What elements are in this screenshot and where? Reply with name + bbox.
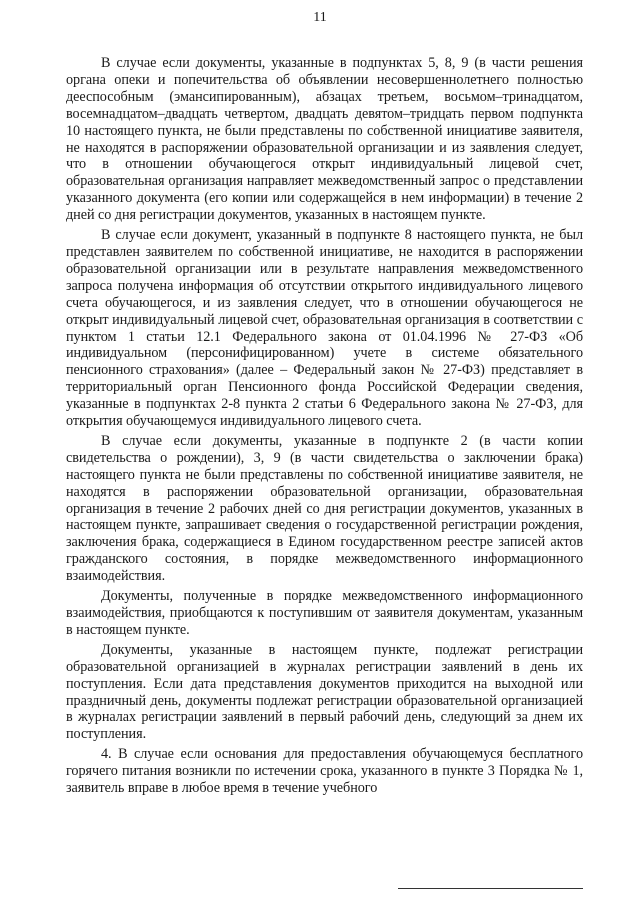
paragraph-6: 4. В случае если основания для предоставления обучающемуся бесплатного горячего питания возникли по истечении срока, указанного в пункте 3 Порядка № 1, заявитель вправе в любое время в течение учебного: [66, 746, 583, 797]
paragraph-2: В случае если документ, указанный в подпункте 8 настоящего пункта, не был представлен заявителем по собственной инициативе, не находится в распоряжении образовательной организации или в результате направления межведомственного запроса получена информация об отсутствии открытого индивидуального лицевого счета обучающегося, и из заявления следует, что в отношении обучающегося не открыт индивидуальный лицевой счет, образовательная организация в соответствии с пунктом 1 статьи 12.1 Федерального закона от 01.04.1996 № 27-ФЗ «Об индивидуальном (персонифицированном) учете в системе обязательного пенсионного страхования» (далее – Федеральный закон № 27-ФЗ) представляет в территориальный орган Пенсионного фонда Российской Федерации сведения, указанные в подпунктах 2-8 пункта 2 статьи 6 Федерального закона № 27-ФЗ, для открытия обучающемуся индивидуального лицевого счета.: [66, 227, 583, 430]
document-body: [66, 55, 583, 800]
paragraph-4: Документы, полученные в порядке межведомственного информационного взаимодействия, приобщаются к поступившим от заявителя документам, указанным в настоящем пункте.: [66, 588, 583, 638]
bottom-rule: [398, 888, 583, 889]
paragraph-3: В случае если документы, указанные в подпункте 2 (в части копии свидетельства о рождении), 3, 9 (в части свидетельства о заключении брака) настоящего пункта не были представлены по собственной инициативе заявителя, не находятся в распоряжении образовательной организации, образовательная организация в течение 2 рабочих дней со дня регистрации документов, указанных в настоящем пункте, запрашивает сведения о государственной регистрации рождения, заключения брака, содержащиеся в Едином государственном реестре записей актов гражданского состояния, в порядке межведомственного информационного взаимодействия.: [66, 432, 583, 585]
paragraph-5: Документы, указанные в настоящем пункте, подлежат регистрации образовательной организацией в журналах регистрации заявлений в день их поступления. Если дата представления документов приходится на выходной или праздничный день, документы подлежат регистрации образовательной организацией в журналах регистрации заявлений в первый рабочий день, следующий за днем их поступления.: [66, 641, 583, 743]
page-number: 11: [313, 10, 327, 25]
paragraph-1: В случае если документы, указанные в подпунктах 5, 8, 9 (в части решения органа опеки и попечительства об объявлении несовершеннолетнего полностью дееспособным (эмансипированным), абзацах третьем, восьмом–тринадцатом, восемнадцатом–двадцать четвертом, двадцать девятом–тридцать первом подпункта 10 настоящего пункта, не были представлены по собственной инициативе заявителя, не находятся в распоряжении образовательной организации и из заявления следует, что в отношении обучающегося открыт индивидуальный лицевой счет, образовательная организация направляет межведомственный запрос о представлении указанного документа (его копии или содержащейся в нем информации) в течение 2 дней со дня регистрации документов, указанных в настоящем пункте.: [66, 55, 583, 224]
